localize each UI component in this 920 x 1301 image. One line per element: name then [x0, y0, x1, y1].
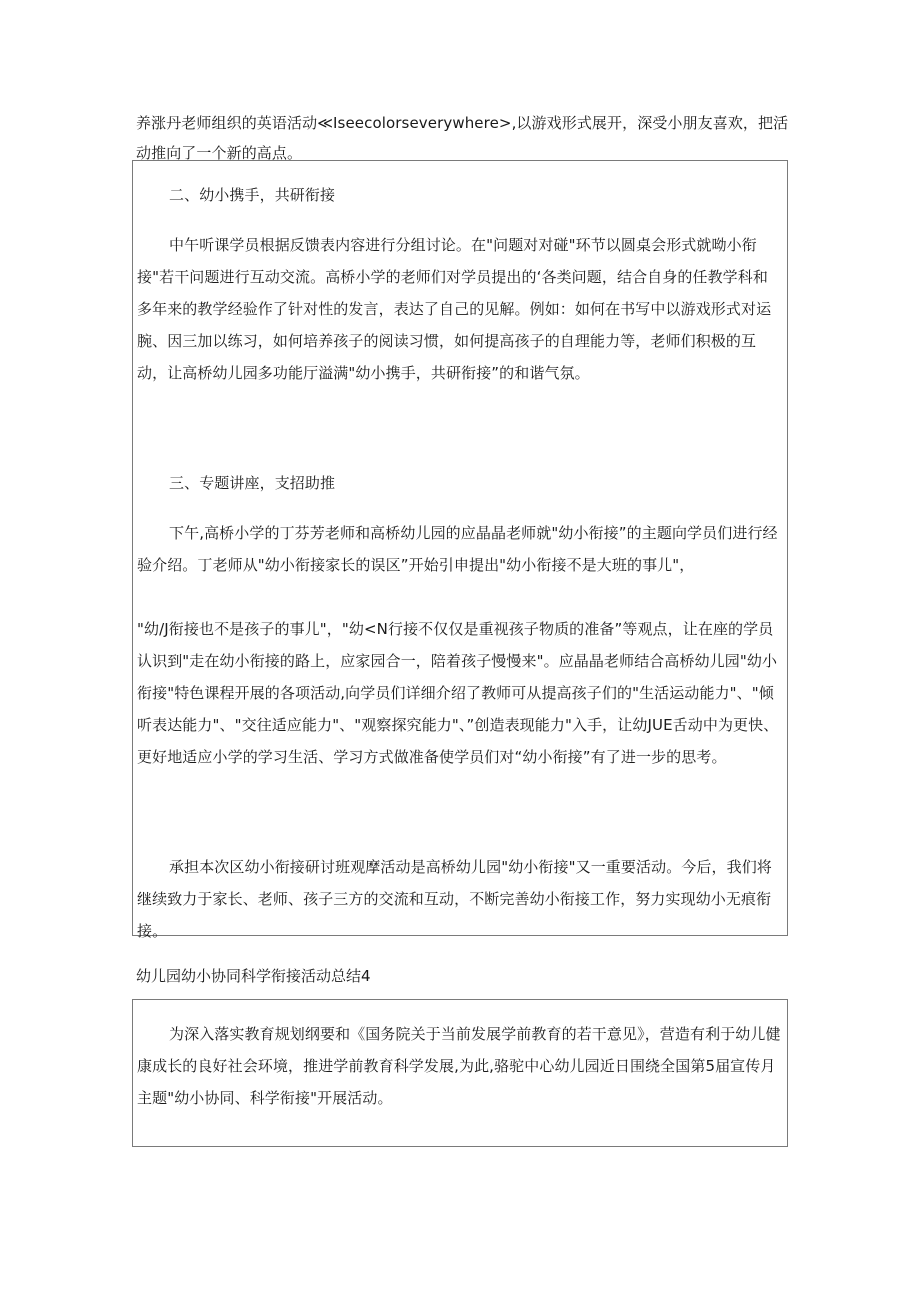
paragraph-lecture-detail: "幼/J衔接也不是孩子的事儿"，"幼<N行接不仅仅是重视孩子物质的准备”等观点，让在座的学员认识到"走在幼小衔接的路上，应家园合一，陪着孩子慢慢来"。应晶晶老师结合高桥幼儿园"幼小衔接"特色课程开展的各项活动,向学员们详细介绍了教师可从提高孩子们的"生活运动能力"、"倾听表达能力"、"交往适应能力"、"观察探究能力"、”创造表现能力"入手，让幼JUE舌动中为更快、更好地适应小学的学习生活、学习方式做准备使学员们对“幼小衔接”有了进一步的思考。: [137, 620, 779, 766]
intro-paragraph: 养涨丹老师组织的英语活动≪Iseecolorseverywhere>,以游戏形式展开，深受小朋友喜欢，把活动推向了一个新的高点。: [136, 114, 789, 162]
content-box-2: [132, 999, 788, 1147]
section-title-4: 幼儿园幼小协同科学衔接活动总结4: [136, 967, 371, 985]
paragraph-activity-intro: 为深入落实教育规划纲要和《国务院关于当前发展学前教育的若干意见》，营造有利于幼儿健康成长的良好社会环境，推进学前教育科学发展,为此,骆驼中心幼儿园近日围绕全国第5届宣传月主题"幼小协同、科学衔接"开展活动。: [137, 1025, 781, 1107]
paragraph-lecture-intro: 下午,高桥小学的丁芬芳老师和高桥幼儿园的应晶晶老师就"幼小衔接”的主题向学员们进行经验介绍。丁老师从"幼小衔接家长的误区”开始引申提出"幼小衔接不是大班的事儿"，: [137, 524, 778, 574]
paragraph-closing: 承担本次区幼小衔接研讨班观摩活动是高桥幼儿园"幼小衔接"又一重要活动。今后，我们将继续致力于家长、老师、孩子三方的交流和互动，不断完善幼小衔接工作，努力实现幼小无痕衔接。: [137, 858, 772, 940]
heading-section-2: 二、幼小携手，共研衔接: [169, 186, 336, 204]
paragraph-discussion: 中午听课学员根据反馈表内容进行分组讨论。在"问题对对碰"环节以圆桌会形式就呦小衔接"若干问题进行互动交流。高桥小学的老师们对学员提出的‘各类问题，结合自身的任教学科和多年来的教学经验作了针对性的发言，表达了自己的见解。例如：如何在书写中以游戏形式对运腕、因三加以练习，如何培养孩子的阅读习惯，如何提高孩子的自理能力等，老师们积极的互动，让高桥幼儿园多功能厅溢满"幼小携手，共研衔接”的和谐气氛。: [137, 236, 772, 382]
content-box-1: [132, 160, 788, 940]
heading-section-3: 三、专题讲座，支招助推: [169, 474, 336, 492]
